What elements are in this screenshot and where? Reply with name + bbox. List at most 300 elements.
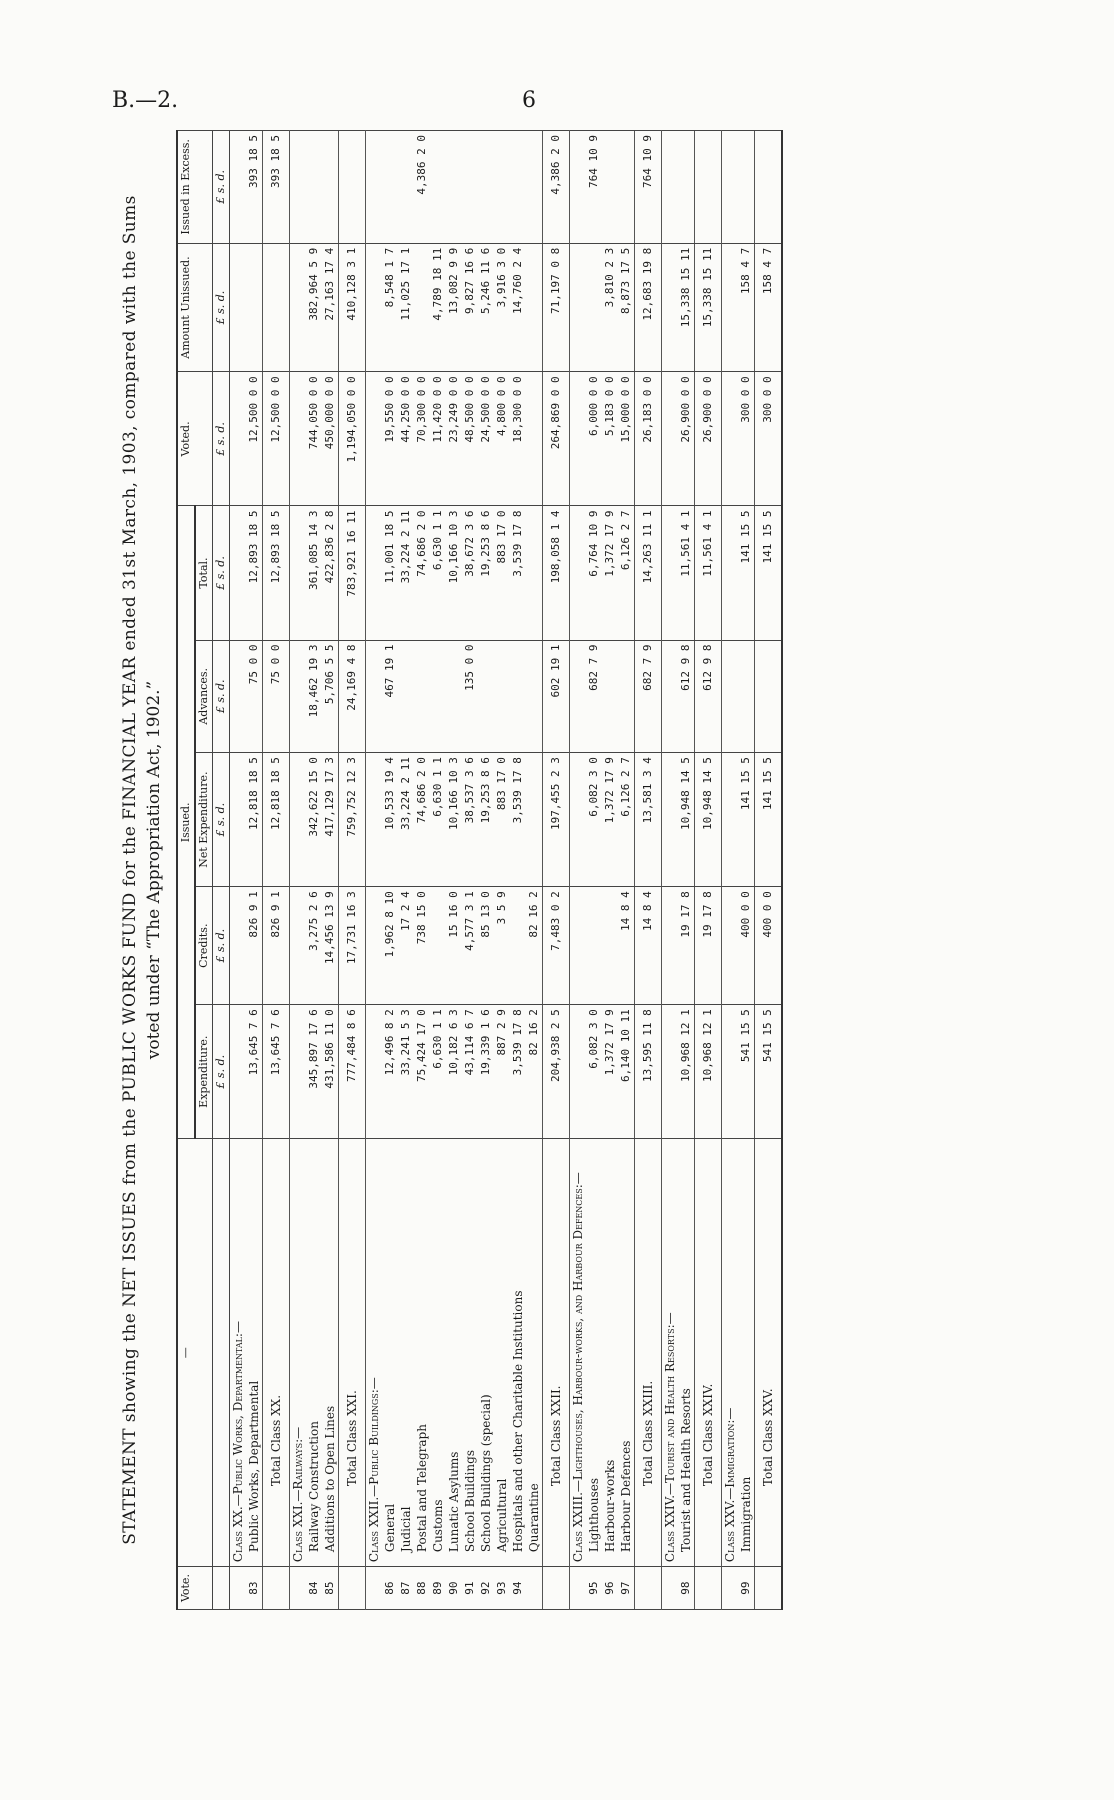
unissued-cell: 158 4 7 — [755, 243, 783, 372]
advances-cell — [398, 640, 414, 753]
credits-cell: 400 0 0 — [738, 887, 755, 1005]
vote-cell: 99 — [738, 1567, 755, 1610]
advances-cell: 5,706 5 5 — [322, 640, 339, 753]
description-cell: Judicial — [398, 1139, 414, 1567]
expenditure-cell — [366, 1005, 383, 1139]
excess-cell — [290, 131, 307, 244]
unissued-cell: 382,964 5 9 — [306, 243, 322, 372]
expenditure-cell — [570, 1005, 587, 1139]
voted-cell: 19,550 0 0 — [382, 372, 398, 506]
table-row — [678, 131, 695, 1610]
col-amount-unissued: Amount Unissued. — [177, 243, 213, 372]
excess-cell — [695, 131, 722, 244]
excess-cell — [662, 131, 679, 244]
vote-cell — [366, 1567, 383, 1610]
credits-cell: 14 8 4 — [618, 887, 635, 1005]
advances-cell — [526, 640, 543, 753]
table-row — [462, 131, 478, 1610]
description-cell: Class XXII.—Public Buildings:— — [366, 1139, 383, 1567]
net-expenditure-cell: 759,752 12 3 — [339, 753, 366, 887]
table-row — [414, 131, 430, 1610]
expenditure-cell: 204,938 2 5 — [543, 1005, 570, 1139]
total-cell — [230, 506, 247, 640]
advances-cell — [722, 640, 739, 753]
description-cell: Total Class XXII. — [543, 1139, 570, 1567]
net-expenditure-cell — [526, 753, 543, 887]
units-row — [213, 131, 230, 1610]
table-row — [494, 131, 510, 1610]
advances-cell — [570, 640, 587, 753]
expenditure-cell: 12,496 8 2 — [382, 1005, 398, 1139]
total-cell: 14,263 11 1 — [635, 506, 662, 640]
col-total: Total. — [195, 506, 213, 640]
total-cell — [366, 506, 383, 640]
excess-cell — [382, 131, 398, 244]
vote-cell — [263, 1567, 290, 1610]
vote-cell: 92 — [478, 1567, 494, 1610]
total-cell: 198,058 1 4 — [543, 506, 570, 640]
vote-cell — [570, 1567, 587, 1610]
total-cell — [662, 506, 679, 640]
expenditure-cell: 13,645 7 6 — [263, 1005, 290, 1139]
credits-cell: 17,731 16 3 — [339, 887, 366, 1005]
advances-cell — [738, 640, 755, 753]
advances-cell — [430, 640, 446, 753]
statement-title: STATEMENT showing the NET ISSUES from the PUBLIC WORKS FUND for the FINANCIAL YEAR ended 31st March, 1903, compared with the Sums — [120, 195, 140, 1545]
units-label: £ s. d. — [213, 1005, 230, 1139]
total-cell: 11,561 4 1 — [678, 506, 695, 640]
unissued-cell — [722, 243, 739, 372]
excess-cell — [230, 131, 247, 244]
voted-cell — [230, 372, 247, 506]
voted-cell: 5,183 0 0 — [602, 372, 618, 506]
units-label: £ s. d. — [213, 243, 230, 372]
credits-cell — [366, 887, 383, 1005]
col-issued: Issued. — [177, 506, 195, 1139]
description-cell: School Buildings (special) — [478, 1139, 494, 1567]
expenditure-cell — [230, 1005, 247, 1139]
excess-cell — [510, 131, 526, 244]
voted-cell: 6,000 0 0 — [586, 372, 602, 506]
unissued-cell: 410,128 3 1 — [339, 243, 366, 372]
expenditure-cell: 33,241 5 3 — [398, 1005, 414, 1139]
advances-cell: 682 7 9 — [635, 640, 662, 753]
table-row — [382, 131, 398, 1610]
voted-cell — [290, 372, 307, 506]
unissued-cell — [290, 243, 307, 372]
total-row — [635, 131, 662, 1610]
voted-cell: 264,869 0 0 — [543, 372, 570, 506]
credits-cell: 14,456 13 9 — [322, 887, 339, 1005]
table-row — [430, 131, 446, 1610]
units-label: £ s. d. — [213, 640, 230, 753]
voted-cell: 48,500 0 0 — [462, 372, 478, 506]
total-row — [543, 131, 570, 1610]
description-cell: Harbour Defences — [618, 1139, 635, 1567]
class-heading-row — [722, 131, 739, 1610]
excess-cell: 393 18 5 — [263, 131, 290, 244]
description-cell: Total Class XXIV. — [695, 1139, 722, 1567]
net-expenditure-cell: 12,818 18 5 — [246, 753, 263, 887]
net-expenditure-cell: 883 17 0 — [494, 753, 510, 887]
expenditure-cell: 541 15 5 — [738, 1005, 755, 1139]
net-expenditure-cell: 10,948 14 5 — [678, 753, 695, 887]
unissued-cell — [586, 243, 602, 372]
table-row — [478, 131, 494, 1610]
net-expenditure-cell: 74,686 2 0 — [414, 753, 430, 887]
description-cell: Class XXI.—Railways:— — [290, 1139, 307, 1567]
total-cell — [526, 506, 543, 640]
table-row — [526, 131, 543, 1610]
col-description: — — [177, 1139, 213, 1567]
vote-cell: 85 — [322, 1567, 339, 1610]
voted-cell — [722, 372, 739, 506]
expenditure-cell: 6,630 1 1 — [430, 1005, 446, 1139]
net-expenditure-cell: 10,948 14 5 — [695, 753, 722, 887]
table-row — [738, 131, 755, 1610]
excess-cell — [339, 131, 366, 244]
total-cell: 11,561 4 1 — [695, 506, 722, 640]
col-vote: Vote. — [177, 1567, 213, 1610]
class-heading-row — [662, 131, 679, 1610]
table-row — [322, 131, 339, 1610]
net-expenditure-cell — [662, 753, 679, 887]
vote-cell: 84 — [306, 1567, 322, 1610]
credits-cell — [430, 887, 446, 1005]
description-cell: Lunatic Asylums — [446, 1139, 462, 1567]
total-cell: 74,686 2 0 — [414, 506, 430, 640]
expenditure-cell: 43,114 6 7 — [462, 1005, 478, 1139]
advances-cell — [510, 640, 526, 753]
expenditure-cell: 777,484 8 6 — [339, 1005, 366, 1139]
credits-cell: 85 13 0 — [478, 887, 494, 1005]
description-cell: Class XX.—Public Works, Departmental:— — [230, 1139, 247, 1567]
description-cell: Class XXIII.—Lighthouses, Harbour-works, and Harbour Defences:— — [570, 1139, 587, 1567]
description-cell: Tourist and Health Resorts — [678, 1139, 695, 1567]
description-cell: Total Class XXIII. — [635, 1139, 662, 1567]
net-expenditure-cell: 141 15 5 — [738, 753, 755, 887]
excess-cell — [430, 131, 446, 244]
advances-cell — [755, 640, 783, 753]
expenditure-cell: 3,539 17 8 — [510, 1005, 526, 1139]
advances-cell — [662, 640, 679, 753]
total-cell: 6,630 1 1 — [430, 506, 446, 640]
table-row — [246, 131, 263, 1610]
advances-cell: 24,169 4 8 — [339, 640, 366, 753]
description-cell: Harbour-works — [602, 1139, 618, 1567]
voted-cell: 1,194,050 0 0 — [339, 372, 366, 506]
expenditure-cell: 13,595 11 8 — [635, 1005, 662, 1139]
voted-cell: 18,300 0 0 — [510, 372, 526, 506]
excess-cell — [678, 131, 695, 244]
total-cell: 19,253 8 6 — [478, 506, 494, 640]
expenditure-cell — [662, 1005, 679, 1139]
credits-cell: 82 16 2 — [526, 887, 543, 1005]
voted-cell: 44,250 0 0 — [398, 372, 414, 506]
unissued-cell: 9,827 16 6 — [462, 243, 478, 372]
unissued-cell: 27,163 17 4 — [322, 243, 339, 372]
expenditure-cell: 1,372 17 9 — [602, 1005, 618, 1139]
unissued-cell: 8,548 1 7 — [382, 243, 398, 372]
total-cell: 38,672 3 6 — [462, 506, 478, 640]
credits-cell: 19 17 8 — [695, 887, 722, 1005]
advances-cell: 75 0 0 — [246, 640, 263, 753]
voted-cell: 15,000 0 0 — [618, 372, 635, 506]
excess-cell — [306, 131, 322, 244]
rotated-statement — [120, 120, 1020, 1620]
credits-cell — [602, 887, 618, 1005]
total-cell: 33,224 2 11 — [398, 506, 414, 640]
description-cell: Customs — [430, 1139, 446, 1567]
unissued-cell: 8,873 17 5 — [618, 243, 635, 372]
total-row — [339, 131, 366, 1610]
table-row — [602, 131, 618, 1610]
voted-cell: 12,500 0 0 — [246, 372, 263, 506]
net-expenditure-cell: 6,630 1 1 — [430, 753, 446, 887]
total-cell: 10,166 10 3 — [446, 506, 462, 640]
unissued-cell — [662, 243, 679, 372]
voted-cell: 450,000 0 0 — [322, 372, 339, 506]
credits-cell: 826 9 1 — [246, 887, 263, 1005]
unissued-cell: 4,789 18 11 — [430, 243, 446, 372]
net-expenditure-cell: 38,537 3 6 — [462, 753, 478, 887]
header-row-1 — [177, 131, 195, 1610]
total-cell: 12,893 18 5 — [246, 506, 263, 640]
vote-cell: 88 — [414, 1567, 430, 1610]
vote-cell: 97 — [618, 1567, 635, 1610]
table-row — [618, 131, 635, 1610]
total-cell: 6,764 10 9 — [586, 506, 602, 640]
description-cell: Class XXIV.—Tourist and Health Resorts:— — [662, 1139, 679, 1567]
expenditure-cell: 10,968 12 1 — [678, 1005, 695, 1139]
vote-cell: 86 — [382, 1567, 398, 1610]
expenditure-cell: 887 2 9 — [494, 1005, 510, 1139]
vote-cell: 93 — [494, 1567, 510, 1610]
unissued-cell: 11,025 17 1 — [398, 243, 414, 372]
vote-cell — [230, 1567, 247, 1610]
voted-cell — [366, 372, 383, 506]
credits-cell: 3,275 2 6 — [306, 887, 322, 1005]
expenditure-cell: 75,424 17 0 — [414, 1005, 430, 1139]
voted-cell: 300 0 0 — [738, 372, 755, 506]
unissued-cell — [526, 243, 543, 372]
excess-cell — [602, 131, 618, 244]
voted-cell: 300 0 0 — [755, 372, 783, 506]
vote-cell — [662, 1567, 679, 1610]
total-cell: 422,836 2 8 — [322, 506, 339, 640]
voted-cell: 23,249 0 0 — [446, 372, 462, 506]
col-expenditure: Expenditure. — [195, 1005, 213, 1139]
expenditure-cell: 13,645 7 6 — [246, 1005, 263, 1139]
description-cell: Public Works, Departmental — [246, 1139, 263, 1567]
unissued-cell — [230, 243, 247, 372]
vote-cell: 83 — [246, 1567, 263, 1610]
vote-cell: 89 — [430, 1567, 446, 1610]
credits-cell: 17 2 4 — [398, 887, 414, 1005]
net-expenditure-cell: 3,539 17 8 — [510, 753, 526, 887]
vote-cell — [290, 1567, 307, 1610]
excess-cell — [322, 131, 339, 244]
vote-cell: 90 — [446, 1567, 462, 1610]
table-row — [446, 131, 462, 1610]
total-cell — [570, 506, 587, 640]
voted-cell: 26,900 0 0 — [678, 372, 695, 506]
voted-cell: 744,050 0 0 — [306, 372, 322, 506]
total-cell: 141 15 5 — [738, 506, 755, 640]
vote-cell: 96 — [602, 1567, 618, 1610]
excess-cell: 4,386 2 0 — [414, 131, 430, 244]
expenditure-cell: 19,339 1 6 — [478, 1005, 494, 1139]
total-cell: 883 17 0 — [494, 506, 510, 640]
net-expenditure-cell: 19,253 8 6 — [478, 753, 494, 887]
class-heading-row — [230, 131, 247, 1610]
net-expenditure-cell: 12,818 18 5 — [263, 753, 290, 887]
units-label: £ s. d. — [213, 887, 230, 1005]
unissued-cell: 71,197 0 8 — [543, 243, 570, 372]
description-cell: Total Class XXV. — [755, 1139, 783, 1567]
excess-cell — [722, 131, 739, 244]
unissued-cell — [263, 243, 290, 372]
units-label: £ s. d. — [213, 753, 230, 887]
expenditure-cell: 10,968 12 1 — [695, 1005, 722, 1139]
statement-table — [176, 130, 783, 1610]
description-cell: General — [382, 1139, 398, 1567]
voted-cell — [570, 372, 587, 506]
voted-cell — [662, 372, 679, 506]
description-cell: Total Class XX. — [263, 1139, 290, 1567]
excess-cell: 764 10 9 — [586, 131, 602, 244]
voted-cell: 26,900 0 0 — [695, 372, 722, 506]
advances-cell: 135 0 0 — [462, 640, 478, 753]
advances-cell — [414, 640, 430, 753]
credits-cell: 14 8 4 — [635, 887, 662, 1005]
statement-subtitle: voted under “The Appropriation Act, 1902.” — [144, 680, 164, 1060]
advances-cell — [366, 640, 383, 753]
expenditure-cell: 82 16 2 — [526, 1005, 543, 1139]
unissued-cell: 15,338 15 11 — [695, 243, 722, 372]
excess-cell — [494, 131, 510, 244]
unissued-cell: 14,760 2 4 — [510, 243, 526, 372]
advances-cell: 682 7 9 — [586, 640, 602, 753]
credits-cell — [230, 887, 247, 1005]
vote-cell — [695, 1567, 722, 1610]
advances-cell — [230, 640, 247, 753]
credits-cell: 7,483 0 2 — [543, 887, 570, 1005]
class-heading-row — [570, 131, 587, 1610]
unissued-cell — [366, 243, 383, 372]
class-heading-row — [366, 131, 383, 1610]
expenditure-cell: 10,182 6 3 — [446, 1005, 462, 1139]
voted-cell — [526, 372, 543, 506]
credits-cell — [510, 887, 526, 1005]
total-cell — [722, 506, 739, 640]
advances-cell — [290, 640, 307, 753]
total-row — [755, 131, 783, 1610]
net-expenditure-cell: 6,082 3 0 — [586, 753, 602, 887]
advances-cell: 612 9 8 — [695, 640, 722, 753]
net-expenditure-cell: 342,622 15 0 — [306, 753, 322, 887]
total-row — [263, 131, 290, 1610]
total-cell: 141 15 5 — [755, 506, 783, 640]
voted-cell: 4,800 0 0 — [494, 372, 510, 506]
description-cell: Agricultural — [494, 1139, 510, 1567]
description-cell: Postal and Telegraph — [414, 1139, 430, 1567]
excess-cell — [755, 131, 783, 244]
net-expenditure-cell — [722, 753, 739, 887]
description-cell: Railway Construction — [306, 1139, 322, 1567]
col-voted: Voted. — [177, 372, 213, 506]
units-label: £ s. d. — [213, 131, 230, 244]
net-expenditure-cell — [230, 753, 247, 887]
net-expenditure-cell: 417,129 17 3 — [322, 753, 339, 887]
excess-cell — [366, 131, 383, 244]
voted-cell: 26,183 0 0 — [635, 372, 662, 506]
total-cell: 1,372 17 9 — [602, 506, 618, 640]
col-credits: Credits. — [195, 887, 213, 1005]
vote-cell — [543, 1567, 570, 1610]
total-cell: 6,126 2 7 — [618, 506, 635, 640]
unissued-cell: 5,246 11 6 — [478, 243, 494, 372]
credits-cell — [722, 887, 739, 1005]
excess-cell — [398, 131, 414, 244]
net-expenditure-cell: 197,455 2 3 — [543, 753, 570, 887]
expenditure-cell: 6,082 3 0 — [586, 1005, 602, 1139]
credits-cell — [662, 887, 679, 1005]
net-expenditure-cell: 10,533 19 4 — [382, 753, 398, 887]
advances-cell: 612 9 8 — [678, 640, 695, 753]
credits-cell: 738 15 0 — [414, 887, 430, 1005]
advances-cell — [602, 640, 618, 753]
description-cell: Immigration — [738, 1139, 755, 1567]
description-cell: Total Class XXI. — [339, 1139, 366, 1567]
credits-cell: 3 5 9 — [494, 887, 510, 1005]
expenditure-cell: 541 15 5 — [755, 1005, 783, 1139]
unissued-cell: 13,082 9 9 — [446, 243, 462, 372]
unissued-cell — [246, 243, 263, 372]
unissued-cell: 15,338 15 11 — [678, 243, 695, 372]
advances-cell — [494, 640, 510, 753]
credits-cell — [290, 887, 307, 1005]
excess-cell — [738, 131, 755, 244]
units-label: £ s. d. — [213, 372, 230, 506]
statement-body — [230, 131, 783, 1610]
table-row — [586, 131, 602, 1610]
net-expenditure-cell: 6,126 2 7 — [618, 753, 635, 887]
table-row — [398, 131, 414, 1610]
total-row — [695, 131, 722, 1610]
vote-cell — [339, 1567, 366, 1610]
excess-cell: 4,386 2 0 — [543, 131, 570, 244]
expenditure-cell — [722, 1005, 739, 1139]
voted-cell: 24,500 0 0 — [478, 372, 494, 506]
vote-cell: 94 — [510, 1567, 526, 1610]
class-heading-row — [290, 131, 307, 1610]
unissued-cell: 158 4 7 — [738, 243, 755, 372]
unissued-cell: 3,810 2 3 — [602, 243, 618, 372]
vote-cell: 95 — [586, 1567, 602, 1610]
total-cell — [290, 506, 307, 640]
expenditure-cell: 345,897 17 6 — [306, 1005, 322, 1139]
advances-cell — [618, 640, 635, 753]
col-advances: Advances. — [195, 640, 213, 753]
net-expenditure-cell: 13,581 3 4 — [635, 753, 662, 887]
document-reference: B.—2. — [112, 88, 179, 113]
vote-cell — [755, 1567, 783, 1610]
net-expenditure-cell — [570, 753, 587, 887]
units-label: £ s. d. — [213, 506, 230, 640]
voted-cell: 12,500 0 0 — [263, 372, 290, 506]
vote-cell: 87 — [398, 1567, 414, 1610]
